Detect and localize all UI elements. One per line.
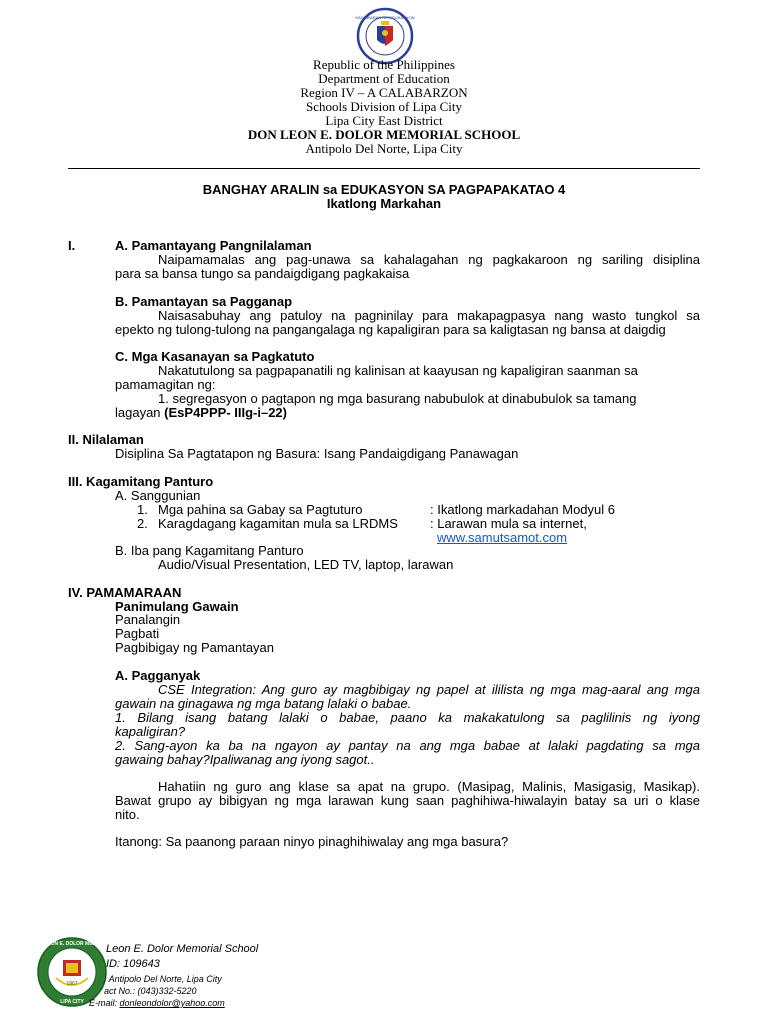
list-item-value: : Ikatlong markadahan Modyul 6	[430, 502, 615, 517]
seal-text: KAGAWARAN NG EDUKASYON	[355, 15, 415, 20]
seal-text: DON LEON E. DOLOR MEMORIAL	[31, 941, 113, 947]
list-number: 1.	[137, 502, 148, 517]
paragraph-line: kapaligiran?	[115, 724, 186, 739]
section-heading: A. Pamantayang Pangnilalaman	[115, 238, 312, 253]
paragraph-line: Naisasabuhay ang patuloy na pagninilay para makapagpasya nang wasto tungkol sa	[158, 308, 700, 323]
paragraph-line: 1. segregasyon o pagtapon ng mga basurang nabubulok at dinabubulok sa tamang	[158, 391, 637, 406]
paragraph-line: Bawat grupo ay bibigyan ng mga larawan kung saan paghihiwa-hiwalayin batay sa uri o klase	[115, 793, 700, 808]
section-heading: C. Mga Kasanayan sa Pagkatuto	[115, 349, 315, 364]
section-heading: II. Nilalaman	[68, 432, 144, 447]
subsection-label: B. Iba pang Kagamitang Panturo	[115, 543, 304, 558]
header-line: Republic of the Philippines	[313, 57, 455, 72]
paragraph-line: Hahatiin ng guro ang klase sa apat na grupo. (Masipag, Malinis, Masigasig, Masikap).	[158, 779, 700, 794]
footer-email	[89, 998, 225, 1008]
paragraph-text: lagayan	[115, 405, 161, 420]
paragraph-line: para sa bansa tungo sa pandaigdigang pagkakaisa	[115, 266, 410, 281]
list-item-label: Mga pahina sa Gabay sa Pagtuturo	[158, 502, 363, 517]
header-line: Region IV – A CALABARZON	[300, 85, 468, 100]
deped-seal-icon	[350, 8, 420, 64]
list-number: 2.	[137, 516, 148, 531]
paragraph-line: epekto ng tulong-tulong na pangangalaga ng kapaligiran para sa kaligtasan ng bansa at daigdig	[115, 322, 666, 337]
footer-address: : Antipolo Del Norte, Lipa City	[104, 974, 222, 984]
subsection-label: A. Sanggunian	[115, 488, 201, 503]
footer-school-id: ID: 109643	[106, 958, 160, 970]
paragraph-line: pamamagitan ng:	[115, 377, 216, 392]
paragraph-line: Disiplina Sa Pagtatapon ng Basura: Isang Pandaigdigang Panawagan	[115, 446, 519, 461]
section-heading: B. Pamantayan sa Pagganap	[115, 294, 293, 309]
footer-email-label: E-mail:	[89, 998, 120, 1008]
header-divider	[68, 168, 700, 169]
school-name: DON LEON E. DOLOR MEMORIAL SCHOOL	[247, 127, 521, 142]
subsection-heading: A. Pagganyak	[115, 668, 201, 683]
list-item-value: : Larawan mula sa internet,	[430, 516, 587, 531]
step-item: Pagbibigay ng Pamantayan	[115, 640, 275, 655]
paragraph-line: 2. Sang-ayon ka ba na ngayon ay pantay na ang mga babae at lalaki pagdating sa mga	[115, 738, 700, 753]
document-title: BANGHAY ARALIN sa EDUKASYON SA PAGPAPAKATAO 4	[202, 182, 566, 197]
paragraph-line: 1. Bilang isang batang lalaki o babae, paano ka makakatulong sa paglilinis ng iyong	[115, 710, 700, 725]
competency-code: (EsP4PPP- IIIg-i–22)	[164, 405, 287, 420]
footer-contact: act No.: (043)332-5220	[104, 986, 197, 996]
subsection-heading: Panimulang Gawain	[115, 599, 239, 614]
header-line: Lipa City East District	[325, 113, 443, 128]
paragraph-line: gawain na ginagawa ng mga batang lalaki o babae.	[115, 696, 412, 711]
header-line: Department of Education	[318, 71, 450, 86]
paragraph-line: gawaing bahay?Ipaliwanag ang iyong sagot..	[115, 752, 375, 767]
paragraph-line: nito.	[115, 807, 140, 822]
paragraph-line: Audio/Visual Presentation, LED TV, laptop, larawan	[158, 557, 454, 572]
footer-email-address[interactable]: donleondolor@yahoo.com	[119, 998, 225, 1008]
school-address: Antipolo Del Norte, Lipa City	[305, 141, 463, 156]
reference-link[interactable]: www.samutsamot.com	[437, 530, 568, 545]
step-item: Pagbati	[115, 626, 160, 641]
footer-school: Leon E. Dolor Memorial School	[106, 943, 259, 955]
document-subtitle: Ikatlong Markahan	[326, 196, 442, 211]
paragraph-line	[115, 406, 287, 420]
section-heading: III. Kagamitang Panturo	[68, 474, 214, 489]
paragraph-line: CSE Integration: Ang guro ay magbibigay ng papel at ililista ng mga mag-aaral ang mga	[158, 682, 700, 697]
header-line: Schools Division of Lipa City	[306, 99, 462, 114]
seal-text: 1967	[66, 981, 78, 987]
seal-text: LIPA CITY	[60, 999, 84, 1005]
paragraph-line: Nakatutulong sa pagpapanatili ng kalinisan at kaayusan ng kapaligiran saanman sa	[158, 363, 638, 378]
list-item-label: Karagdagang kagamitan mula sa LRDMS	[158, 516, 398, 531]
step-item: Panalangin	[115, 612, 181, 627]
paragraph-line: Itanong: Sa paanong paraan ninyo pinaghihiwalay ang mga basura?	[115, 834, 509, 849]
section-number: I.	[68, 238, 76, 253]
section-heading: IV. PAMAMARAAN	[68, 585, 182, 600]
paragraph-line: Naipamamalas ang pag-unawa sa kahalagahan ng pagkakaroon ng sariling disiplina	[158, 252, 700, 267]
